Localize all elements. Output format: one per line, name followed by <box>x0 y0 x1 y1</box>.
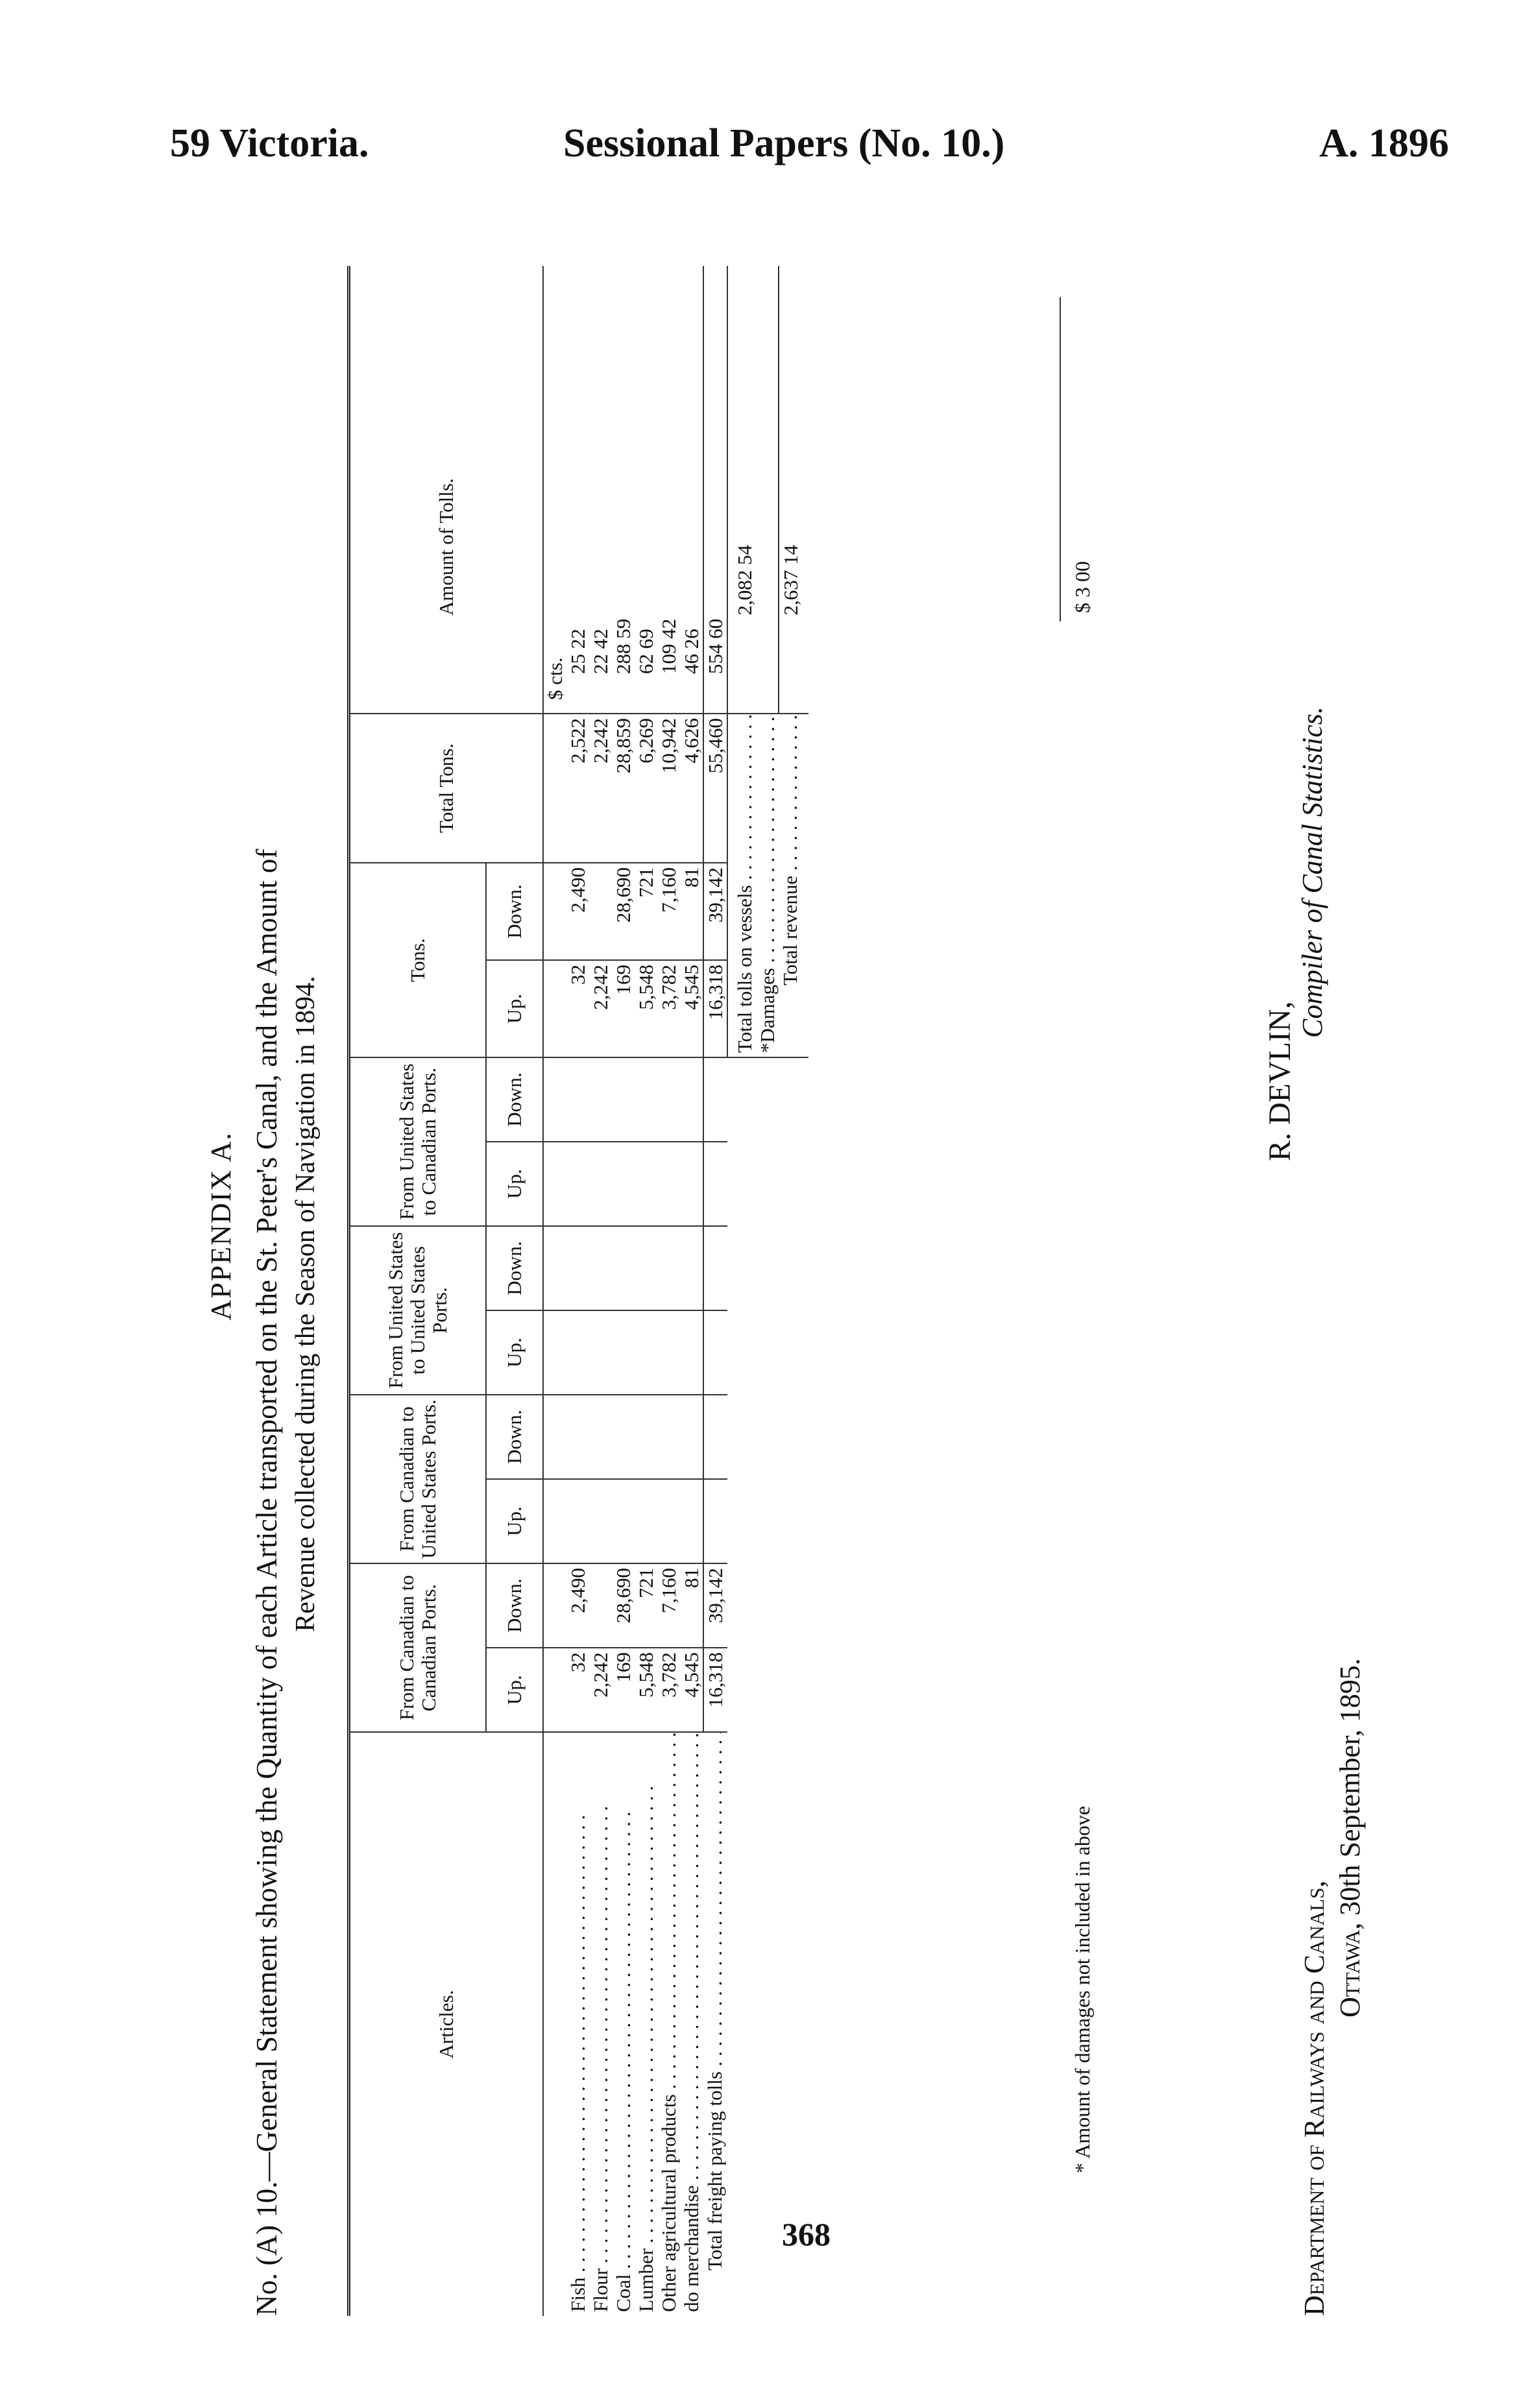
article-name: Lumber <box>635 2248 658 2312</box>
cell-up: 169 <box>612 1648 635 1732</box>
footnote-damages: * Amount of damages not included in above <box>1071 1805 1094 2173</box>
cell-total-tons: 4,626 <box>680 714 703 863</box>
cell-up: 32 <box>566 1648 589 1732</box>
total-tons-down: 39,142 <box>703 863 727 960</box>
department-city: Ottawa <box>1334 1929 1366 2017</box>
subheader-down: Down. <box>486 1395 543 1479</box>
article-name: Flour <box>589 2268 613 2312</box>
subheader-down: Down. <box>486 1226 543 1310</box>
statement-title-line2: Revenue collected during the Season of Navigation in 1894. <box>291 976 321 1632</box>
total-tons-up: 16,318 <box>703 960 727 1057</box>
cell-tons-up: 3,782 <box>657 960 680 1057</box>
col-header-us-to-canadian: From United States to Canadian Ports. <box>349 1057 487 1226</box>
cell-tons-up: 5,548 <box>635 960 657 1057</box>
cell-down: 81 <box>680 1563 703 1648</box>
cell-tons-up: 2,242 <box>589 960 612 1057</box>
cell-tons-up: 4,545 <box>680 960 703 1057</box>
cell-down: 28,690 <box>612 1563 635 1648</box>
article-name: Coal <box>612 2274 635 2312</box>
page-number: 368 <box>782 2216 831 2252</box>
subheader-up: Up. <box>486 1310 543 1395</box>
table-row <box>680 266 703 2316</box>
total-freight-label: Total freight paying tolls <box>703 2071 727 2270</box>
header-session: 59 Victoria. <box>170 121 369 165</box>
col-header-canadian-to-us: From Canadian to United States Ports. <box>349 1395 487 1563</box>
col-header-us-to-us: From United States to United States Ports. <box>349 1226 487 1395</box>
damages-label: *Damages <box>756 968 779 1053</box>
department-name: Department of Railways and Canals, <box>1298 1880 1330 2316</box>
cell-up: 4,545 <box>680 1648 703 1732</box>
table-row <box>566 266 589 2316</box>
department-date: , 30th September, 1895. <box>1334 1658 1366 1930</box>
col-header-articles: Articles. <box>349 1732 544 2316</box>
cell-total-tons: 10,942 <box>657 714 680 863</box>
rotated-page-content <box>165 284 1530 2342</box>
subheader-up: Up. <box>486 1142 543 1226</box>
cell-total-tons: 6,269 <box>635 714 657 863</box>
statement-title-line1: No. (A) 10.—General Statement showing the Quantity of each Article transported on the St. Peter's Canal, and the Amount of <box>250 849 283 2316</box>
cell-tons-up: 32 <box>566 960 589 1057</box>
subheader-down: Down. <box>486 863 543 960</box>
currency-label: $ cts. <box>543 266 566 714</box>
subheader-up: Up. <box>486 1648 543 1732</box>
cell-down: 2,490 <box>566 1563 589 1648</box>
tolls-on-vessels-label: Total tolls on vessels <box>733 885 757 1053</box>
total-revenue-value: 2,637 14 <box>779 266 808 714</box>
total-total-tons: 55,460 <box>703 714 727 863</box>
cell-tolls: 62 69 <box>635 266 657 714</box>
cell-tolls: 46 26 <box>680 266 703 714</box>
damages-value <box>756 266 779 714</box>
subheader-down: Down. <box>486 1057 543 1142</box>
table-row <box>657 266 680 2316</box>
department-location-date <box>1333 1658 1366 2017</box>
subheader-up: Up. <box>486 960 543 1057</box>
col-header-canadian-to-canadian: From Canadian to Canadian Ports. <box>349 1563 487 1732</box>
cell-tons-down: 721 <box>635 863 657 960</box>
total-revenue-label: Total revenue <box>779 875 802 985</box>
subheader-down: Down. <box>486 1563 543 1648</box>
cell-tons-down: 7,160 <box>657 863 680 960</box>
total-freight-row <box>703 266 727 2316</box>
article-name: do merchandise <box>680 2185 703 2312</box>
divider <box>1060 297 1061 621</box>
signature-title: Compiler of Canal Statistics. <box>1296 706 1328 1038</box>
tolls-on-vessels-value: 2,082 54 <box>727 266 756 714</box>
total-tolls: 554 60 <box>703 266 727 714</box>
total-down: 39,142 <box>703 1563 727 1648</box>
summary-row <box>779 266 808 2316</box>
cell-tolls: 25 22 <box>566 266 589 714</box>
cell-tolls: 22 42 <box>589 266 612 714</box>
appendix-title: APPENDIX A. <box>205 1131 237 1321</box>
subheader-up: Up. <box>486 1479 543 1563</box>
statement-table-wrapper <box>347 285 808 2316</box>
cell-tons-down: 28,690 <box>612 863 635 960</box>
table-row <box>635 266 657 2316</box>
summary-row <box>727 266 756 2316</box>
footnote-value: $ 3 00 <box>1071 561 1094 613</box>
article-name: Fish <box>566 2277 590 2312</box>
col-header-total-tons: Total Tons. <box>349 714 544 863</box>
col-header-amount-tolls: Amount of Tolls. <box>349 266 544 714</box>
article-name: Other agricultural products <box>657 2094 681 2312</box>
cell-down <box>589 1563 612 1648</box>
cell-up: 5,548 <box>635 1648 657 1732</box>
cell-tolls: 288 59 <box>612 266 635 714</box>
table-row <box>612 266 635 2316</box>
summary-row <box>756 266 779 2316</box>
cell-tons-up: 169 <box>612 960 635 1057</box>
cell-tolls: 109 42 <box>657 266 680 714</box>
header-sessional-papers: Sessional Papers (No. 10.) <box>563 121 1005 165</box>
cell-tons-down: 81 <box>680 863 703 960</box>
cell-down: 721 <box>635 1563 657 1648</box>
cell-total-tons: 2,522 <box>566 714 589 863</box>
signature-name: R. DEVLIN, <box>1263 1001 1297 1161</box>
cell-up: 2,242 <box>589 1648 612 1732</box>
canal-statistics-table <box>347 266 808 2316</box>
col-header-tons: Tons. <box>349 863 487 1057</box>
header-year: A. 1896 <box>1319 121 1449 165</box>
cell-tons-down <box>589 863 612 960</box>
cell-total-tons: 2,242 <box>589 714 612 863</box>
table-row <box>589 266 612 2316</box>
cell-up: 3,782 <box>657 1648 680 1732</box>
cell-down: 7,160 <box>657 1563 680 1648</box>
cell-tons-down: 2,490 <box>566 863 589 960</box>
cell-total-tons: 28,859 <box>612 714 635 863</box>
total-up: 16,318 <box>703 1648 727 1732</box>
